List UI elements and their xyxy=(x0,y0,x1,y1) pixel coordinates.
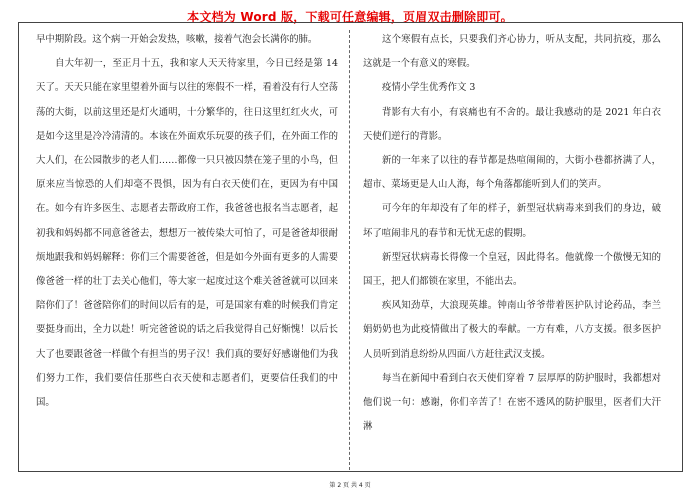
paragraph: 新的一年来了以往的春节都是热喧闹闹的，大街小巷都挤满了人，超市、菜场更是人山人海，每个角落都能听到人们的笑声。 xyxy=(363,155,661,191)
left-column xyxy=(36,28,338,415)
paragraph: 自大年初一，至正月十五，我和家人天天待家里，今日已经是第 14 天了。天天只能在家里望着外面与以往的寒假不一样，看着没有行人空荡荡的大街，以前这里还是灯火通明，十分繁华的，往日这里红红火火，可是如今这里是冷冷清清的。本该在外面欢乐玩耍的孩子们，在外面工作的大人们，在公园散步的老人们……都像一只只被囚禁在笼子里的小鸟，但原来应当惊恐的人们却毫不畏惧，因为有白衣天使们在，更因为有中国在。如今有许多医生、志愿者去帮政府工作，我爸爸也报名当志愿者，起初我和妈妈都不同意爸爸去，想想万一被传染大可怕了，可是爸爸却很耐烦地跟我和妈妈解释：你们三个需要爸爸，但是如今外面有更多的人需要像爸爸一样的壮丁去关心他们，等大家一起度过这个难关爸爸就可以回来陪你们了！爸爸陪你们的时间以后有的是，可是国家有难的时候我们肯定要挺身而出，全力以赴！听完爸爸说的话之后我觉得自己好惭愧！以后长大了也要跟爸爸一样做个有担当的男子汉！我们真的要好好感谢他们为我们努力工作，我们要信任那些白衣天使和志愿者们，更要信任我们的中国。 xyxy=(36,58,338,409)
paragraph: 疫情小学生优秀作文 3 xyxy=(382,82,476,94)
header-banner: 本文档为 Word 版，下载可任意编辑，页眉双击删除即可。 xyxy=(187,10,513,24)
paragraph: 新型冠状病毒长得像一个皇冠，因此得名。他就像一个傲慢无知的国王，把人们都锁在家里，不能出去。 xyxy=(363,251,661,288)
paragraph: 这个寒假有点长，只要我们齐心协力，听从支配，共同抗疫，那么这就是一个有意义的寒假。 xyxy=(363,34,661,70)
page-footer: 第 2 页 共 4 页 xyxy=(329,482,371,489)
paragraph: 每当在新闻中看到白衣天使们穿着 7 层厚厚的防护服时，我都想对他们说一句：感谢，你们辛苦了！在密不透风的防护服里，医者们大汗淋 xyxy=(363,372,661,433)
paragraph: 早中期阶段。这个病一开始会发热，咳嗽，接着气泡会长满你的肺。 xyxy=(36,34,318,45)
paragraph: 背影有大有小，有哀痛也有不舍的。最让我感动的是 2021 年白衣天使们逆行的背影。 xyxy=(363,106,661,142)
right-column xyxy=(363,28,661,439)
column-divider xyxy=(349,30,350,470)
paragraph: 可今年的年却没有了年的样子，新型冠状病毒来到我们的身边，破坏了喧闹非凡的春节和无忧无虑的假期。 xyxy=(363,203,661,239)
paragraph: 疾风知劲草，大浪现英雄。钟南山爷爷带着医护队讨论药品，李兰娟奶奶也为此疫情做出了极大的奉献。一方有难，八方支援。很多医护人员听到消息纷纷从四面八方赶往武汉支援。 xyxy=(363,300,661,360)
